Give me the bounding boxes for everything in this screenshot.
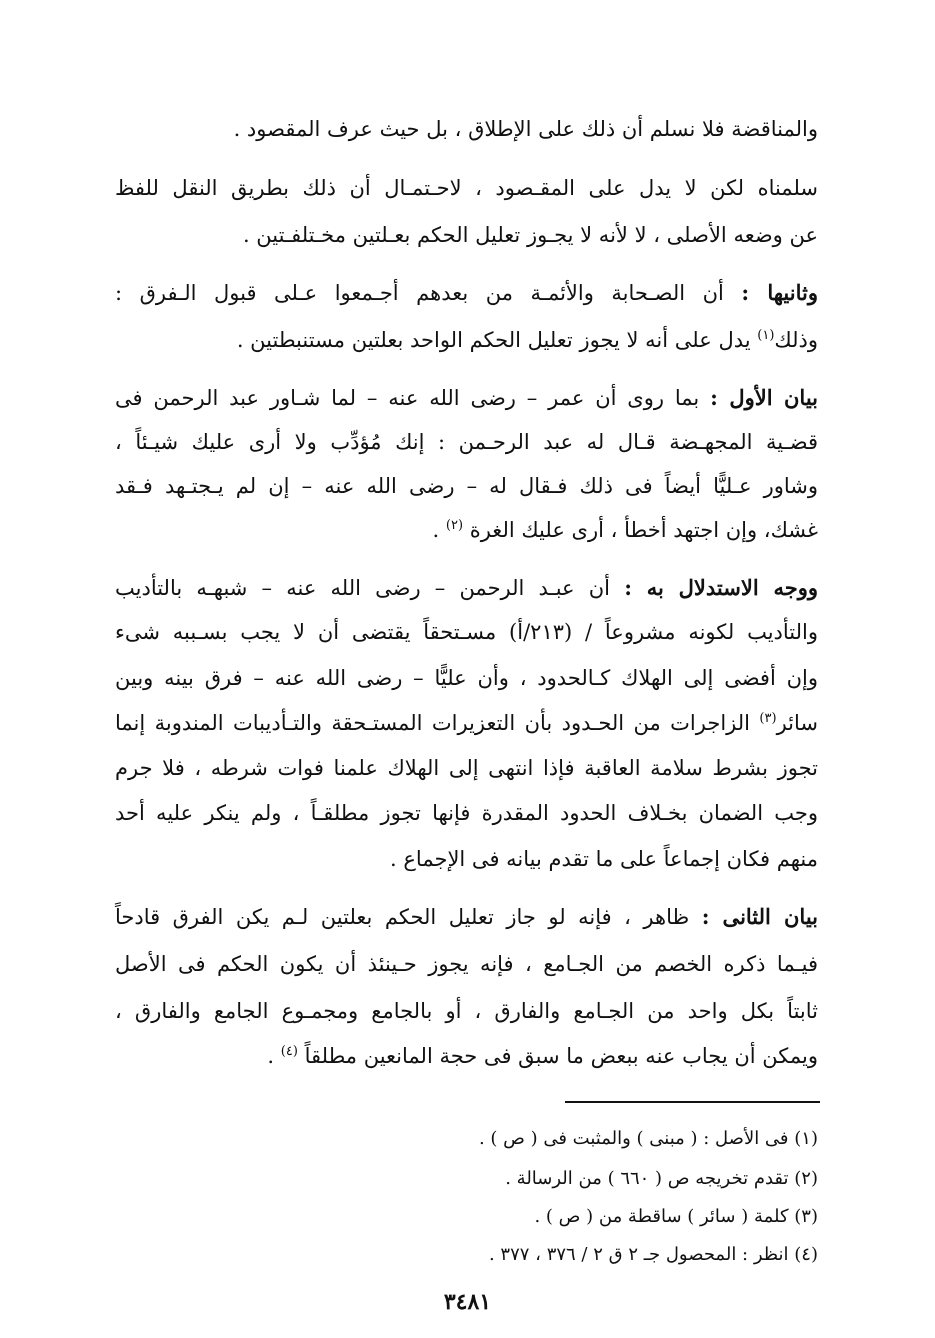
- text-line: ويمكن أن يجاب عنه ببعض ما سبق فى حجة المانعين مطلقاً $^{(٤)}$ .: [267, 1044, 818, 1068]
- text-line: بيان الثانى : ظاهر ، فإنه لو جاز تعليل الحكم بعلتين لـم يكن الفرق قادحاً: [115, 904, 819, 929]
- footnote-divider: [565, 1101, 820, 1103]
- text-line: تجوز بشرط سلامة العاقبة فإذا انتهى إلى الهلاك علمنا فوات شرطه ، فلا جرم: [115, 756, 818, 780]
- text-line: بيان الأول : بما روى أن عمر – رضى الله عنه – لما شـاور عبد الرحمن فى: [115, 385, 818, 410]
- section-heading: بيان الأول :: [710, 385, 818, 410]
- footnote-ref: (١): [757, 328, 775, 343]
- footnote-ref: (٤): [280, 1044, 298, 1059]
- text-line: ثابتاً بكل واحد من الجـامع والفارق ، أو بالجامع ومجمـوع الجامع والفارق ،: [115, 999, 818, 1023]
- text-line: عن وضعه الأصلى ، لا لأنه لا يجـوز تعليل الحكم بعـلتين مخـتلفـتين .: [242, 223, 818, 247]
- text-line: منهم فكان إجماعاً على ما تقدم بيانه فى الإجماع .: [390, 847, 818, 871]
- footnote: (٢) تقدم تخريجه ص ( ٦٦٠ ) من الرسالة .: [505, 1168, 818, 1189]
- footnote: (١) فى الأصل : ( مبنى ) والمثبت فى ( ص ) .: [478, 1128, 818, 1149]
- text-line: قضـية المجهـضة قـال له عبد الرحـمن : إنك مُؤدِّب ولا أرى عليك شيـئاً ،: [115, 430, 818, 454]
- footnote-ref: (٣): [759, 711, 777, 726]
- text-line: غشك، وإن اجتهد أخطأ ، أرى عليك الغرة $^{(٢)}$ .: [432, 518, 818, 542]
- text-line: سائر$^{(٣)}$ الزاجرات من الحـدود بأن التعزيرات المستـحقة والتـأديبات المندوبة إنما: [115, 711, 818, 735]
- text-line: وإن أفضى إلى الهلاك كـالحدود ، وأن عليًّا – رضى الله عنه – فرق بينه وبين: [115, 666, 818, 690]
- section-heading: ووجه الاستدلال به :: [624, 575, 818, 600]
- text-line: وثانيها : أن الصـحابة والأئمـة من بعدهم أجـمعوا عـلى قبول الـفرق :: [115, 280, 818, 305]
- text-line: وشاور عـليًّا أيضاً فى ذلك فـقال له – رضى الله عنه – إن لم يـجتـهد فـقد: [115, 474, 818, 498]
- footnote-ref: (٢): [445, 518, 464, 533]
- section-heading: بيان الثانى :: [701, 904, 819, 929]
- text-line: والتأديب لكونه مشروعاً / (٢١٣/أ) مسـتحقاً يقتضى أن لا يجب بسـببه شىء: [115, 620, 818, 644]
- footnote: (٣) كلمة ( سائر ) ساقطة من ( ص ) .: [534, 1206, 818, 1227]
- text-line: والمناقضة فلا نسلم أن ذلك على الإطلاق ، بل حيث عرف المقصود .: [233, 117, 818, 141]
- text-line: فيـما ذكره الخصم من الجـامع ، فإنه يجوز حـينئذ أن يكون الحكم فى الأصل: [115, 952, 818, 976]
- text-line: وذلك$^{(١)}$ يدل على أنه لا يجوز تعليل الحكم الواحد بعلتين مستنبطتين .: [236, 328, 818, 352]
- text-line: ووجه الاستدلال به : أن عبـد الرحمن – رضى الله عنه – شبهـه بالتأديب: [115, 575, 818, 600]
- page-number: ٣٤٨١: [443, 1289, 492, 1315]
- text-line: وجب الضمان بخـلاف الحدود المقدرة فإنها تجوز مطلقـاً ، ولم ينكر عليه أحد: [115, 801, 818, 825]
- text-line: سلمناه لكن لا يدل على المقـصود ، لاحـتمـال أن ذلك بطريق النقل للفظ: [115, 176, 818, 200]
- section-heading: وثانيها :: [741, 280, 818, 305]
- footnote: (٤) انظر : المحصول جـ ٢ ق ٢ / ٣٧٦ ، ٣٧٧ .: [488, 1244, 818, 1265]
